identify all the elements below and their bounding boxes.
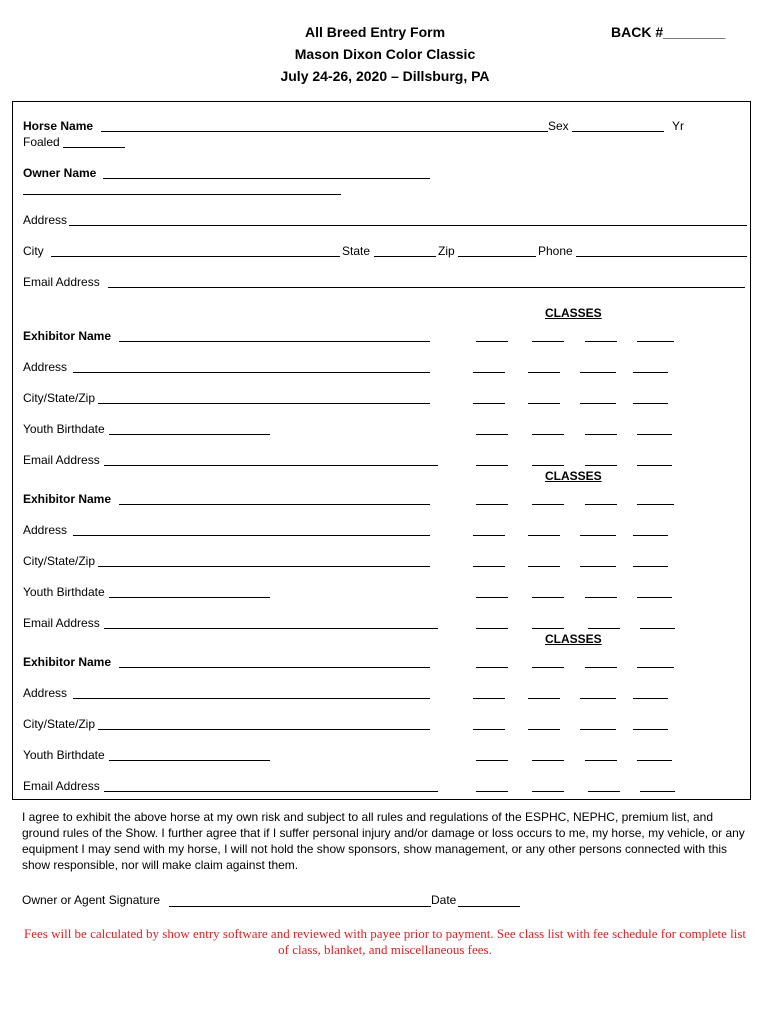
class-entry-field[interactable] <box>476 434 508 435</box>
sex-label: Sex <box>548 119 569 133</box>
classes-heading: CLASSES <box>545 306 602 320</box>
exhibitor-name-label: Exhibitor Name <box>23 655 112 669</box>
entry-form-box <box>12 101 751 800</box>
youth-birthdate-field[interactable] <box>109 760 270 761</box>
horse-name-field[interactable] <box>101 131 548 132</box>
zip-field[interactable] <box>458 256 536 257</box>
class-entry-field[interactable] <box>473 372 505 373</box>
owner-address-label: Address <box>23 213 68 227</box>
class-entry-field[interactable] <box>532 628 564 629</box>
class-entry-field[interactable] <box>532 597 564 598</box>
class-entry-field[interactable] <box>580 403 616 404</box>
form-title: All Breed Entry Form <box>304 24 446 40</box>
class-entry-field[interactable] <box>476 341 508 342</box>
owner-signature-field[interactable] <box>169 906 431 907</box>
exhibitor-email-field[interactable] <box>104 465 438 466</box>
exhibitor-name-label: Exhibitor Name <box>23 492 112 506</box>
owner-email-field[interactable] <box>108 287 745 288</box>
city-state-zip-field[interactable] <box>98 403 430 404</box>
class-entry-field[interactable] <box>532 434 564 435</box>
class-entry-field[interactable] <box>637 760 672 761</box>
class-entry-field[interactable] <box>585 434 617 435</box>
class-entry-field[interactable] <box>532 504 564 505</box>
class-entry-field[interactable] <box>532 341 564 342</box>
classes-heading: CLASSES <box>545 632 602 646</box>
phone-field[interactable] <box>576 256 747 257</box>
horse-name-label: Horse Name <box>23 119 94 133</box>
show-dates-location: July 24-26, 2020 – Dillsburg, PA <box>280 68 490 84</box>
class-entry-field[interactable] <box>585 341 617 342</box>
class-entry-field[interactable] <box>585 465 617 466</box>
back-number-label: BACK #________ <box>611 24 726 40</box>
class-entry-field[interactable] <box>528 535 560 536</box>
class-entry-field[interactable] <box>528 729 560 730</box>
exhibitor-address-field[interactable] <box>73 698 430 699</box>
class-entry-field[interactable] <box>633 535 668 536</box>
class-entry-field[interactable] <box>528 403 560 404</box>
class-entry-field[interactable] <box>476 597 508 598</box>
exhibitor-email-label: Email Address <box>23 779 100 793</box>
class-entry-field[interactable] <box>637 667 674 668</box>
youth-birthdate-label: Youth Birthdate <box>23 748 105 762</box>
owner-signature-label: Owner or Agent Signature <box>22 893 161 907</box>
youth-birthdate-field[interactable] <box>109 597 270 598</box>
state-field[interactable] <box>374 256 436 257</box>
class-entry-field[interactable] <box>580 372 616 373</box>
exhibitor-name-label: Exhibitor Name <box>23 329 112 343</box>
class-entry-field[interactable] <box>580 566 616 567</box>
exhibitor-address-label: Address <box>23 360 68 374</box>
class-entry-field[interactable] <box>640 628 675 629</box>
class-entry-field[interactable] <box>528 566 560 567</box>
class-entry-field[interactable] <box>640 791 675 792</box>
exhibitor-address-label: Address <box>23 523 68 537</box>
city-state-zip-label: City/State/Zip <box>23 717 96 731</box>
class-entry-field[interactable] <box>476 791 508 792</box>
foaled-field[interactable] <box>63 147 125 148</box>
class-entry-field[interactable] <box>473 535 505 536</box>
class-entry-field[interactable] <box>532 791 564 792</box>
youth-birthdate-field[interactable] <box>109 434 270 435</box>
class-entry-field[interactable] <box>637 341 674 342</box>
exhibitor-email-field[interactable] <box>104 791 438 792</box>
yr-label: Yr <box>672 119 684 133</box>
classes-heading: CLASSES <box>545 469 602 483</box>
class-entry-field[interactable] <box>476 628 508 629</box>
city-state-zip-field[interactable] <box>98 566 430 567</box>
class-entry-field[interactable] <box>580 535 616 536</box>
signature-date-label: Date <box>431 893 457 907</box>
owner-name-field-line2[interactable] <box>23 194 341 195</box>
signature-date-field[interactable] <box>458 906 520 907</box>
class-entry-field[interactable] <box>633 729 668 730</box>
foaled-label: Foaled <box>23 135 60 149</box>
owner-name-label: Owner Name <box>23 166 97 180</box>
city-state-zip-label: City/State/Zip <box>23 391 96 405</box>
class-entry-field[interactable] <box>588 791 620 792</box>
class-entry-field[interactable] <box>580 698 616 699</box>
class-entry-field[interactable] <box>637 597 672 598</box>
class-entry-field[interactable] <box>476 504 508 505</box>
city-state-zip-label: City/State/Zip <box>23 554 96 568</box>
class-entry-field[interactable] <box>532 465 564 466</box>
fees-note: Fees will be calculated by show entry software and reviewed with payee prior to payment. See class list with fee schedule for complete list of class, blanket, and miscellaneous fees. <box>24 926 746 957</box>
class-entry-field[interactable] <box>637 434 672 435</box>
class-entry-field[interactable] <box>528 372 560 373</box>
class-entry-field[interactable] <box>633 566 668 567</box>
exhibitor-email-label: Email Address <box>23 453 100 467</box>
class-entry-field[interactable] <box>476 667 508 668</box>
class-entry-field[interactable] <box>473 566 505 567</box>
city-label: City <box>23 244 44 258</box>
class-entry-field[interactable] <box>633 698 668 699</box>
class-entry-field[interactable] <box>633 403 668 404</box>
class-entry-field[interactable] <box>585 667 617 668</box>
class-entry-field[interactable] <box>473 403 505 404</box>
class-entry-field[interactable] <box>633 372 668 373</box>
exhibitor-address-label: Address <box>23 686 68 700</box>
city-field[interactable] <box>51 256 340 257</box>
state-label: State <box>342 244 371 258</box>
class-entry-field[interactable] <box>528 698 560 699</box>
zip-label: Zip <box>438 244 455 258</box>
exhibitor-name-field[interactable] <box>119 341 430 342</box>
class-entry-field[interactable] <box>473 729 505 730</box>
owner-email-label: Email Address <box>23 275 100 289</box>
owner-address-field[interactable] <box>69 225 747 226</box>
youth-birthdate-label: Youth Birthdate <box>23 585 105 599</box>
youth-birthdate-label: Youth Birthdate <box>23 422 105 436</box>
exhibitor-email-field[interactable] <box>104 628 438 629</box>
owner-name-field[interactable] <box>103 178 430 179</box>
class-entry-field[interactable] <box>476 760 508 761</box>
city-state-zip-field[interactable] <box>98 729 430 730</box>
class-entry-field[interactable] <box>532 760 564 761</box>
exhibitor-address-field[interactable] <box>73 535 430 536</box>
class-entry-field[interactable] <box>585 760 617 761</box>
class-entry-field[interactable] <box>637 504 674 505</box>
class-entry-field[interactable] <box>580 729 616 730</box>
phone-label: Phone <box>538 244 573 258</box>
exhibitor-email-label: Email Address <box>23 616 100 630</box>
class-entry-field[interactable] <box>637 465 672 466</box>
class-entry-field[interactable] <box>588 628 620 629</box>
liability-agreement-text: I agree to exhibit the above horse at my own risk and subject to all rules and regulations of the ESPHC, NEPHC, premium list, and ground rules of the Show. I further agree that if I suffer personal injury and/or damage or loss occurs to me, my horse, my vehicle, or any equipment I may send with my horse, I will not hold the show sponsors, show management, or any other persons connected with this show responsible, nor will make claim against them. <box>22 810 745 872</box>
class-entry-field[interactable] <box>476 465 508 466</box>
class-entry-field[interactable] <box>585 597 617 598</box>
exhibitor-name-field[interactable] <box>119 667 430 668</box>
class-entry-field[interactable] <box>532 667 564 668</box>
class-entry-field[interactable] <box>473 698 505 699</box>
show-name: Mason Dixon Color Classic <box>294 46 476 62</box>
exhibitor-name-field[interactable] <box>119 504 430 505</box>
class-entry-field[interactable] <box>585 504 617 505</box>
sex-field[interactable] <box>572 131 664 132</box>
exhibitor-address-field[interactable] <box>73 372 430 373</box>
